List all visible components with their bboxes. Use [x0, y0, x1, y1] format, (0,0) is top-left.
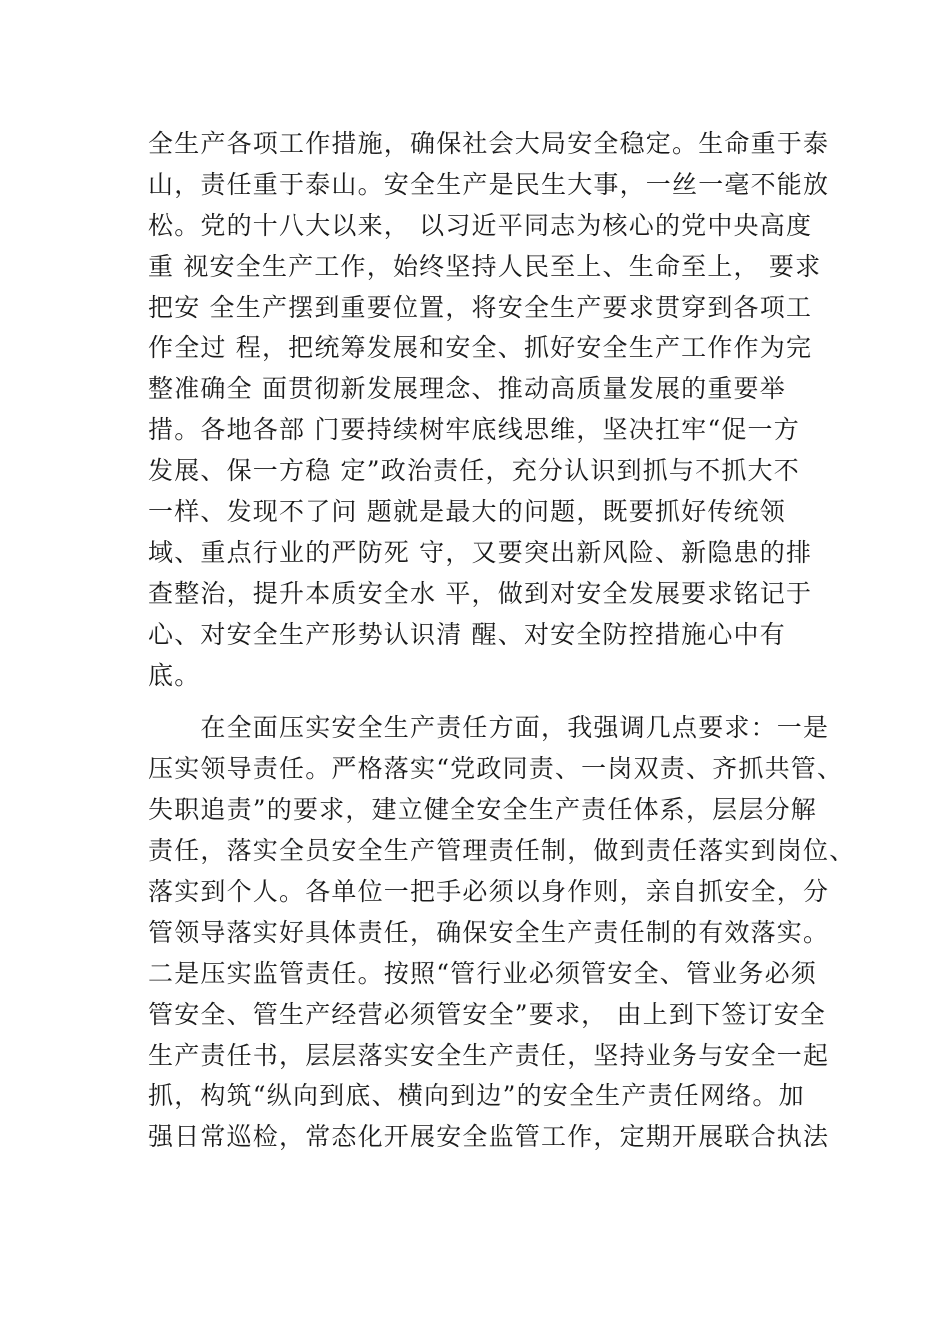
text-line: 压实领导责任。严格落实“党政同责、一岗双责、齐抓共管、	[148, 754, 844, 784]
text-line: 发展、保一方稳 定”政治责任，充分认识到抓与不抓大不	[148, 456, 800, 486]
text-line: 抓，构筑“纵向到底、横向到边”的安全生产责任网络。加	[148, 1081, 805, 1111]
text-line: 强日常巡检，常态化开展安全监管工作，定期开展联合执法	[148, 1122, 830, 1152]
text-line: 二是压实监管责任。按照“管行业必须管安全、管业务必须	[148, 958, 817, 988]
text-line: 查整治，提升本质安全水 平，做到对安全发展要求铭记于	[148, 578, 813, 608]
text-line: 一样、发现不了问 题就是最大的问题，既要抓好传统领	[148, 497, 786, 527]
text-line: 落实到个人。各单位一把手必须以身作则，亲自抓安全，分	[148, 877, 830, 907]
text-line: 整准确全 面贯彻新发展理念、推动高质量发展的重要举	[148, 374, 786, 404]
text-line: 重 视安全生产工作，始终坚持人民至上、生命至上， 要求	[148, 251, 822, 281]
text-line: 把安 全生产摆到重要位置，将安全生产要求贯穿到各项工	[148, 292, 813, 322]
text-line: 管领导落实好具体责任，确保安全生产责任制的有效落实。	[148, 917, 830, 947]
paragraph-1	[148, 124, 830, 696]
text-line: 松。党的十八大以来， 以习近平同志为核心的党中央高度	[148, 210, 813, 240]
text-line: 生产责任书，层层落实安全生产责任，坚持业务与安全一起	[148, 1040, 830, 1070]
text-line: 全生产各项工作措施，确保社会大局安全稳定。生命重于泰	[148, 129, 830, 158]
document-body	[148, 124, 856, 1158]
text-line: 作全过 程，把统筹发展和安全、抓好安全生产工作作为完	[148, 333, 813, 363]
text-line: 山，责任重于泰山。安全生产是民生大事，一丝一毫不能放	[148, 169, 830, 199]
paragraph-2	[148, 708, 856, 1158]
text-line: 失职追责”的要求，建立健全安全生产责任体系，层层分解	[148, 795, 817, 825]
text-line: 域、重点行业的严防死 守，又要突出新风险、新隐患的排	[148, 537, 813, 567]
text-line: 心、对安全生产形势认识清 醒、对安全防控措施心中有	[148, 619, 786, 649]
text-line: 管安全、管生产经营必须管安全”要求， 由上到下签订安全	[148, 999, 827, 1029]
text-line: 措。各地各部 门要持续树牢底线思维，坚决扛牢“促一方	[148, 415, 800, 445]
text-line: 责任，落实全员安全生产管理责任制，做到责任落实到岗位、	[148, 836, 856, 866]
text-line: 底。	[148, 660, 201, 690]
paragraph-spacer	[148, 696, 812, 708]
text-line: 在全面压实安全生产责任方面，我强调几点要求：一是	[148, 713, 830, 743]
